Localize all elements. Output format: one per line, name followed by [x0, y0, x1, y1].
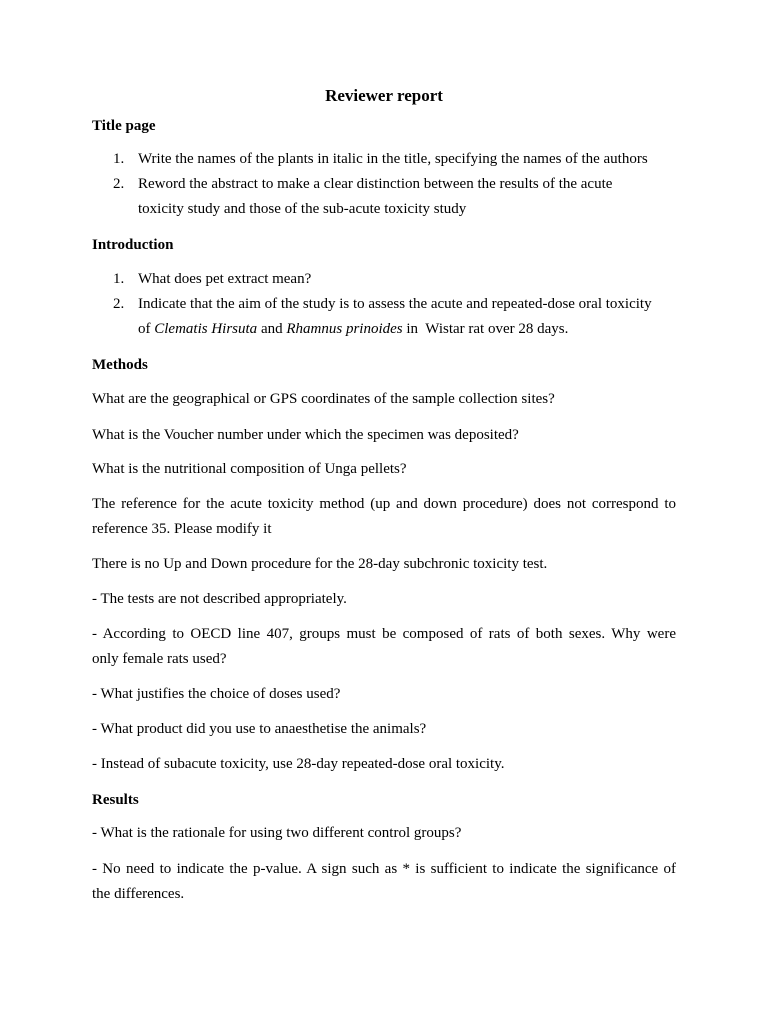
reference-line-1: The reference for the acute toxicity method (up and down procedure) does not correspond to [92, 496, 676, 512]
list-number: 1. [113, 271, 125, 287]
methods-paragraph-reference [92, 492, 676, 542]
document-title: Reviewer report [325, 86, 443, 105]
list-text-line-1: Indicate that the aim of the study is to assess the acute and repeated-dose oral toxicity [138, 296, 652, 312]
section-heading-results: Results [92, 792, 139, 808]
section-heading-title-page: Title page [92, 118, 156, 134]
methods-paragraph-subacute: - Instead of subacute toxicity, use 28-day repeated-dose oral toxicity. [92, 756, 505, 772]
plant-name-rhamnus: Rhamnus prinoides [286, 321, 403, 337]
methods-paragraph-oecd [92, 622, 676, 672]
section-heading-methods: Methods [92, 357, 148, 373]
text-wistar: in Wistar rat over 28 days. [402, 321, 569, 337]
results-paragraph-pvalue [92, 857, 676, 907]
introduction-item-1 [113, 267, 676, 292]
plant-name-clematis: Clematis Hirsuta [154, 321, 258, 337]
list-text-line-1: Reword the abstract to make a clear distinction between the results of the acute [138, 176, 613, 192]
methods-paragraph-up-down: There is no Up and Down procedure for the 28-day subchronic toxicity test. [92, 556, 548, 572]
text-of: of [138, 321, 155, 337]
introduction-item-2 [113, 292, 676, 342]
oecd-line-1: - According to OECD line 407, groups must be composed of rats of both sexes. Why were [92, 626, 676, 642]
methods-paragraph-anaesthetise: - What product did you use to anaesthetise the animals? [92, 721, 427, 737]
list-text: What does pet extract mean? [138, 271, 312, 287]
title-page-item-2 [113, 172, 676, 222]
list-number: 2. [113, 296, 125, 312]
results-paragraph-control-groups: - What is the rationale for using two different control groups? [92, 825, 462, 841]
pvalue-line-1: - No need to indicate the p-value. A sign such as * is sufficient to indicate the significance of [92, 861, 676, 877]
title-page-item-1 [113, 147, 676, 172]
list-text-line-2 [138, 317, 676, 342]
list-number: 2. [113, 176, 125, 192]
methods-paragraph-tests: - The tests are not described appropriately. [92, 591, 347, 607]
methods-paragraph-voucher: What is the Voucher number under which the specimen was deposited? [92, 427, 519, 443]
text-and: and [257, 321, 287, 337]
section-heading-introduction: Introduction [92, 237, 174, 253]
list-text-line-2: toxicity study and those of the sub-acute toxicity study [138, 201, 467, 217]
methods-paragraph-gps: What are the geographical or GPS coordinates of the sample collection sites? [92, 391, 555, 407]
oecd-line-2: only female rats used? [92, 651, 227, 667]
methods-paragraph-doses: - What justifies the choice of doses used? [92, 686, 341, 702]
reference-line-2: reference 35. Please modify it [92, 521, 272, 537]
list-text: Write the names of the plants in italic in the title, specifying the names of the authors [138, 151, 648, 167]
methods-paragraph-unga: What is the nutritional composition of Unga pellets? [92, 461, 407, 477]
list-number: 1. [113, 151, 125, 167]
pvalue-line-2: the differences. [92, 886, 185, 902]
